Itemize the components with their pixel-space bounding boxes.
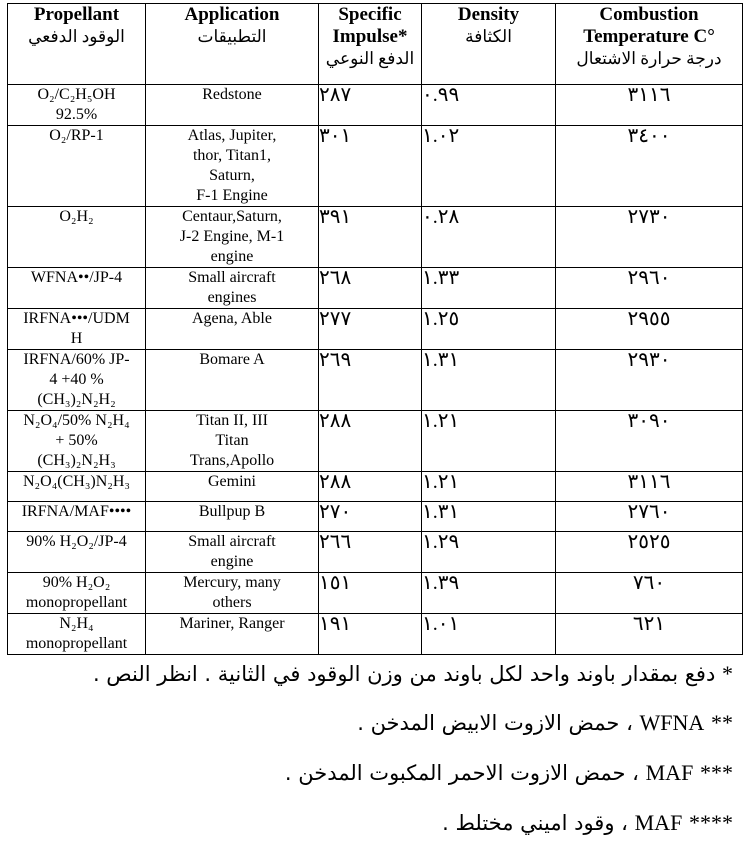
footnote-text: ، حمض الازوت الاحمر المكبوت المدخن .	[284, 761, 639, 785]
density-cell: ١.٣٣	[422, 268, 556, 309]
header-propellant-en: Propellant	[33, 4, 120, 25]
density-cell: ١.٣١	[422, 350, 556, 411]
footnote	[0, 661, 733, 687]
propellant-cell	[8, 309, 146, 350]
cell-line: Trans,Apollo	[189, 452, 275, 469]
cell-line: others	[212, 594, 252, 611]
combustion-temperature-cell: ٢٥٢٥	[556, 532, 743, 573]
table-row	[8, 309, 743, 350]
propellant-cell	[8, 350, 146, 411]
cell-line: F-1 Engine	[196, 187, 268, 204]
header-density-ar: الكثافة	[465, 27, 512, 46]
cell-line: Centaur,Saturn,	[182, 208, 282, 225]
application-cell	[146, 126, 319, 207]
density-cell: ١.٣١	[422, 502, 556, 532]
cell-line: H	[70, 330, 83, 347]
cell-line: N₂H₄	[59, 615, 94, 632]
combustion-temperature-cell: ٣٤٠٠	[556, 126, 743, 207]
table-body	[8, 85, 743, 655]
combustion-temperature-cell: ٣١١٦	[556, 85, 743, 126]
density-cell: ١.٢١	[422, 472, 556, 502]
table-row	[8, 126, 743, 207]
table-row	[8, 472, 743, 502]
cell-line: Saturn,	[209, 167, 255, 184]
cell-line: engine	[210, 553, 254, 570]
cell-line: Small aircraft	[188, 269, 276, 286]
header-isp-en1: Specific	[338, 4, 402, 25]
footnote-text: دفع بمقدار باوند واحد لكل باوند من وزن الوقود في الثانية . انظر النص .	[92, 662, 716, 686]
cell-line: J-2 Engine, M-1	[179, 228, 285, 245]
header-temp-en2: Temperature C°	[583, 26, 715, 47]
table-row	[8, 614, 743, 655]
specific-impulse-cell: ٢٧٧	[319, 309, 422, 350]
specific-impulse-cell: ٢٨٨	[319, 472, 422, 502]
header-specific-impulse	[319, 4, 422, 85]
cell-line: Bomare A	[199, 351, 265, 368]
cell-line: Gemini	[208, 473, 256, 490]
cell-line: IRFNA/MAF••••	[21, 503, 132, 520]
header-row	[8, 4, 743, 85]
application-cell	[146, 532, 319, 573]
specific-impulse-cell: ٢٧٠	[319, 502, 422, 532]
cell-line: engines	[207, 289, 257, 306]
application-cell	[146, 411, 319, 472]
table-row	[8, 85, 743, 126]
density-cell: ١.٢٩	[422, 532, 556, 573]
density-cell: ١.٢١	[422, 411, 556, 472]
propellant-cell	[8, 85, 146, 126]
combustion-temperature-cell: ٢٧٦٠	[556, 502, 743, 532]
cell-line: N₂O₄(CH₃)N₂H₃	[23, 473, 130, 490]
cell-line: monopropellant	[25, 594, 128, 611]
header-temp-en1: Combustion	[599, 4, 699, 25]
specific-impulse-cell: ٢٦٨	[319, 268, 422, 309]
footnote	[0, 810, 733, 836]
application-cell	[146, 85, 319, 126]
cell-line: (CH₃)₂N₂H₃	[37, 452, 116, 469]
footnote-text: ، وقود اميني مختلط .	[442, 811, 628, 835]
cell-line: Titan	[215, 432, 249, 449]
propellant-cell	[8, 614, 146, 655]
combustion-temperature-cell: ٣١١٦	[556, 472, 743, 502]
density-cell: ٠.٢٨	[422, 207, 556, 268]
cell-line: O₂/C₂H₅OH	[37, 86, 116, 103]
specific-impulse-cell: ٢٨٨	[319, 411, 422, 472]
propellant-cell	[8, 472, 146, 502]
cell-line: N₂O₄/50% N₂H₄	[23, 412, 130, 429]
cell-line: (CH₃)₂N₂H₂	[37, 391, 116, 408]
combustion-temperature-cell: ٢٩٥٥	[556, 309, 743, 350]
application-cell	[146, 614, 319, 655]
cell-line: + 50%	[55, 432, 98, 449]
footnote-abbrev: MAF	[634, 810, 683, 835]
application-cell	[146, 472, 319, 502]
application-cell	[146, 207, 319, 268]
cell-line: Atlas, Jupiter,	[187, 127, 277, 144]
footnote	[0, 760, 733, 786]
specific-impulse-cell: ٢٦٦	[319, 532, 422, 573]
table-row	[8, 411, 743, 472]
cell-line: IRFNA/60% JP-	[23, 351, 130, 368]
cell-line: O₂/RP-1	[49, 127, 104, 144]
propellant-cell	[8, 268, 146, 309]
specific-impulse-cell: ٢٦٩	[319, 350, 422, 411]
table-row	[8, 573, 743, 614]
cell-line: Mercury, many	[183, 574, 281, 591]
propellant-cell	[8, 411, 146, 472]
cell-line: Redstone	[202, 86, 262, 103]
specific-impulse-cell: ١٥١	[319, 573, 422, 614]
header-combustion-temperature	[556, 4, 743, 85]
header-application	[146, 4, 319, 85]
header-application-en: Application	[184, 4, 280, 25]
cell-line: O₂H₂	[59, 208, 94, 225]
propellant-cell	[8, 207, 146, 268]
header-application-ar: التطبيقات	[197, 27, 267, 46]
combustion-temperature-cell: ٢٩٣٠	[556, 350, 743, 411]
propellant-cell	[8, 532, 146, 573]
cell-line: Mariner, Ranger	[179, 615, 285, 632]
combustion-temperature-cell: ٦٢١	[556, 614, 743, 655]
cell-line: WFNA••/JP-4	[30, 269, 123, 286]
combustion-temperature-cell: ٧٦٠	[556, 573, 743, 614]
footnote-mark: *	[722, 661, 733, 686]
application-cell	[146, 309, 319, 350]
density-cell: ١.٠١	[422, 614, 556, 655]
header-propellant	[8, 4, 146, 85]
cell-line: thor, Titan1,	[192, 147, 272, 164]
footnote	[0, 710, 733, 736]
application-cell	[146, 502, 319, 532]
specific-impulse-cell: ٢٨٧	[319, 85, 422, 126]
table-row	[8, 502, 743, 532]
table-row	[8, 350, 743, 411]
propellant-cell	[8, 502, 146, 532]
application-cell	[146, 573, 319, 614]
header-temp-ar: درجة حرارة الاشتعال	[576, 49, 722, 68]
footnote-mark: ****	[689, 810, 733, 835]
table-row	[8, 268, 743, 309]
density-cell: ٠.٩٩	[422, 85, 556, 126]
header-density-en: Density	[457, 4, 520, 25]
footnote-abbrev: MAF	[645, 760, 694, 785]
density-cell: ١.٢٥	[422, 309, 556, 350]
table-row	[8, 207, 743, 268]
combustion-temperature-cell: ٢٧٣٠	[556, 207, 743, 268]
propellant-cell	[8, 126, 146, 207]
density-cell: ١.٠٢	[422, 126, 556, 207]
application-cell	[146, 268, 319, 309]
footnote-mark: **	[711, 710, 733, 735]
header-isp-en2: Impulse*	[332, 26, 408, 47]
header-density	[422, 4, 556, 85]
header-isp-ar: الدفع النوعي	[325, 49, 415, 68]
combustion-temperature-cell: ٣٠٩٠	[556, 411, 743, 472]
cell-line: engine	[210, 248, 254, 265]
cell-line: 90% H₂O₂/JP-4	[26, 533, 127, 550]
cell-line: 4 +40 %	[49, 371, 104, 388]
cell-line: Agena, Able	[192, 310, 272, 327]
footnote-text: ، حمض الازوت الابيض المدخن .	[357, 711, 633, 735]
cell-line: 90% H₂O₂	[42, 574, 111, 591]
specific-impulse-cell: ٣٩١	[319, 207, 422, 268]
specific-impulse-cell: ٣٠١	[319, 126, 422, 207]
density-cell: ١.٣٩	[422, 573, 556, 614]
footnote-mark: ***	[700, 760, 733, 785]
specific-impulse-cell: ١٩١	[319, 614, 422, 655]
propellant-cell	[8, 573, 146, 614]
cell-line: IRFNA•••/UDM	[23, 310, 130, 327]
cell-line: Bullpup B	[198, 503, 266, 520]
cell-line: 92.5%	[55, 106, 98, 123]
application-cell	[146, 350, 319, 411]
footnote-abbrev: WFNA	[639, 710, 705, 735]
header-propellant-ar: الوقود الدفعي	[28, 27, 125, 46]
cell-line: monopropellant	[25, 635, 128, 652]
combustion-temperature-cell: ٢٩٦٠	[556, 268, 743, 309]
propellant-table	[7, 3, 743, 655]
table-row	[8, 532, 743, 573]
cell-line: Titan II, III	[196, 412, 268, 429]
cell-line: Small aircraft	[188, 533, 276, 550]
